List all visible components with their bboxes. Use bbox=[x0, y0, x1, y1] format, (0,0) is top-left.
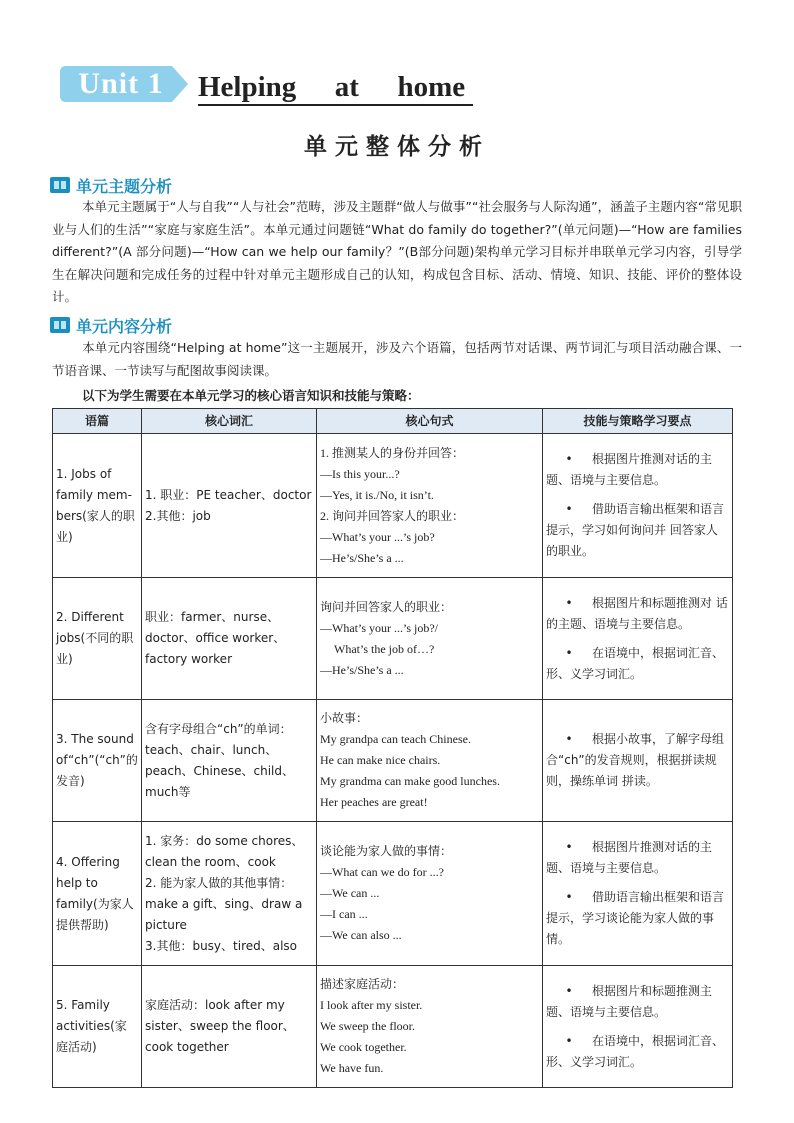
sentences-cell bbox=[317, 434, 543, 578]
vocab-cell bbox=[142, 822, 317, 966]
sentence-line: —He’s/She’s a ... bbox=[320, 550, 404, 565]
bullet-icon: • bbox=[565, 452, 573, 466]
topic-cell: 4. Offering help to family(为家人提供帮助) bbox=[53, 822, 142, 966]
skills-cell bbox=[543, 434, 733, 578]
page-heading: 单元整体分析 bbox=[304, 133, 490, 160]
sentence-line: My grandma can make good lunches. bbox=[320, 774, 500, 788]
skill-text: 根据图片推测对话的主题、语境与主要信息。 bbox=[546, 452, 713, 487]
skill-text: 在语境中，根据词汇音、形、义学习词汇。 bbox=[546, 1033, 725, 1069]
sentence-line: 1. 推测某人的身份并回答： bbox=[320, 445, 465, 460]
unit-label: Unit 1 bbox=[78, 67, 164, 100]
sentence-line: 小故事： bbox=[320, 711, 369, 725]
skill-text: 根据图片推测对话的主题、语境与主要信息。 bbox=[546, 840, 713, 875]
vocab-line: 1. 职业：PE teacher、doctor bbox=[145, 487, 312, 502]
sentence-line: —We can ... bbox=[320, 886, 380, 900]
sentence-line: We cook together. bbox=[320, 1040, 407, 1054]
sentence-line: 询问并回答家人的职业： bbox=[320, 599, 453, 614]
table-row bbox=[53, 966, 733, 1088]
section-content-body: 本单元内容围绕“Helping at home”这一主题展开，涉及六个语篇，包括两节对话课、两节词汇与项目活动融合课、一节语音课、一节读写与配图故事阅读课。 bbox=[52, 340, 742, 378]
unit-banner bbox=[60, 66, 188, 102]
bullet-icon: • bbox=[565, 890, 573, 904]
header-skills: 技能与策略学习要点 bbox=[543, 409, 733, 434]
table-row bbox=[53, 434, 733, 578]
header-topic: 语篇 bbox=[53, 409, 142, 434]
bullet-icon: • bbox=[565, 840, 573, 854]
sentence-line: He can make nice chairs. bbox=[320, 753, 441, 767]
sentence-line: —We can also ... bbox=[320, 928, 402, 942]
vocab-line: 2.其他：job bbox=[145, 508, 211, 523]
header-vocab: 核心词汇 bbox=[142, 409, 317, 434]
topic-cell: 3. The sound of“ch”(“ch”的发音) bbox=[53, 700, 142, 822]
table-intro: 以下为学生需要在本单元学习的核心语言知识和技能与策略： bbox=[82, 388, 420, 403]
vocab-cell bbox=[142, 966, 317, 1088]
sentence-line: —I can ... bbox=[320, 907, 368, 921]
topic-cell: 1. Jobs of family mem-bers(家人的职业) bbox=[53, 434, 142, 578]
skills-cell bbox=[543, 700, 733, 822]
table-header-row bbox=[53, 409, 733, 434]
section-theme-title: 单元主题分析 bbox=[76, 176, 173, 196]
skill-text: 借助语言输出框架和语言提示，学习如何询问并 回答家人的职业。 bbox=[546, 502, 725, 558]
vocab-cell bbox=[142, 700, 317, 822]
sentence-line: 描述家庭活动： bbox=[320, 977, 405, 991]
bullet-icon: • bbox=[565, 595, 573, 610]
skills-cell bbox=[543, 966, 733, 1088]
topic-cell: 2. Different jobs(不同的职业) bbox=[53, 578, 142, 700]
vocab-line: 1. 家务：do some chores、clean the room、cook bbox=[145, 833, 304, 869]
bullet-icon: • bbox=[565, 502, 573, 516]
sentence-line: —What can we do for ...? bbox=[320, 865, 444, 879]
sentence-line: —What’s your ...’s job? bbox=[320, 529, 435, 544]
sentence-line: —Yes, it is./No, it isn’t. bbox=[320, 487, 434, 502]
vocab-line: 家庭活动：look after my sister、sweep the floor、cook together bbox=[145, 998, 295, 1054]
sentences-cell bbox=[317, 966, 543, 1088]
sentence-line: We sweep the floor. bbox=[320, 1019, 416, 1033]
section-content-text bbox=[52, 337, 742, 382]
bullet-icon: • bbox=[565, 732, 573, 746]
skill-text: 借助语言输出框架和语言提示，学习谈论能为家人做的事情。 bbox=[546, 890, 725, 946]
sentence-line: —What’s your ...’s job?/ bbox=[320, 620, 438, 635]
core-language-table bbox=[52, 408, 733, 1088]
table-row bbox=[53, 700, 733, 822]
section-theme-body: 本单元主题属于“人与自我”“人与社会”范畴，涉及主题群“做人与做事”“社会服务与人际沟通”，涵盖子主题内容“常见职业与人们的生活”“家庭与家庭生活”。本单元通过问题链“What do family do together?”(单元问题)—“How are families different?”(A 部分问题)—“How can we help our family？”(B部分问题)架构单元学习目标并串联单元学习内容，引导学生在解决问题和完成任务的过程中针对单元主题形成自己的认知，构成包含目标、活动、情境、知识、技能、评价的整体设计。 bbox=[52, 199, 742, 304]
sentence-line: 2. 询问并回答家人的职业： bbox=[320, 508, 465, 523]
section-theme-heading bbox=[50, 174, 172, 196]
sentence-line: —Is this your...? bbox=[320, 466, 400, 481]
sentence-line: 谈论能为家人做的事情： bbox=[320, 844, 453, 858]
sentences-cell bbox=[317, 700, 543, 822]
sentences-cell bbox=[317, 578, 543, 700]
skills-cell bbox=[543, 578, 733, 700]
vocab-line: 职业：farmer、nurse、doctor、office worker、factory worker bbox=[145, 610, 286, 666]
section-content-title: 单元内容分析 bbox=[76, 316, 173, 336]
skill-text: 根据小故事，了解字母组合“ch”的发音规则，根据拼读规则，操练单词 拼读。 bbox=[546, 732, 725, 788]
skills-cell bbox=[543, 822, 733, 966]
topic-cell: 5. Family activities(家庭活动) bbox=[53, 966, 142, 1088]
bullet-icon: • bbox=[565, 1033, 573, 1048]
skill-text: 在语境中，根据词汇音、形、义学习词汇。 bbox=[546, 645, 725, 681]
sentence-line: —He’s/She’s a ... bbox=[320, 662, 404, 677]
vocab-line: 2. 能为家人做的其他事情：make a gift、sing、draw a picture bbox=[145, 875, 303, 932]
sentence-line: What’s the job of…? bbox=[334, 641, 435, 656]
section-theme-text bbox=[52, 196, 742, 309]
unit-title: Helping at home bbox=[198, 70, 473, 106]
header-sentences: 核心句式 bbox=[317, 409, 543, 434]
table-row bbox=[53, 578, 733, 700]
skill-text: 根据图片和标题推测主 题、语境与主要信息。 bbox=[546, 983, 713, 1019]
table-row bbox=[53, 822, 733, 966]
sentence-line: Her peaches are great! bbox=[320, 795, 428, 809]
sentences-cell bbox=[317, 822, 543, 966]
skill-text: 根据图片和标题推测对 话的主题、语境与主要信息。 bbox=[546, 595, 728, 631]
section-content-heading bbox=[50, 314, 172, 336]
sentence-line: I look after my sister. bbox=[320, 998, 423, 1012]
bullet-icon: • bbox=[565, 983, 573, 998]
vocab-cell bbox=[142, 578, 317, 700]
book-icon bbox=[50, 317, 70, 333]
vocab-line: 含有字母组合“ch”的单词：teach、chair、lunch、peach、Chinese、child、much等 bbox=[145, 721, 294, 799]
book-icon bbox=[50, 177, 70, 193]
sentence-line: My grandpa can teach Chinese. bbox=[320, 732, 471, 746]
sentence-line: We have fun. bbox=[320, 1061, 384, 1075]
vocab-line: 3.其他：busy、tired、also bbox=[145, 938, 298, 953]
vocab-cell bbox=[142, 434, 317, 578]
bullet-icon: • bbox=[565, 645, 573, 660]
